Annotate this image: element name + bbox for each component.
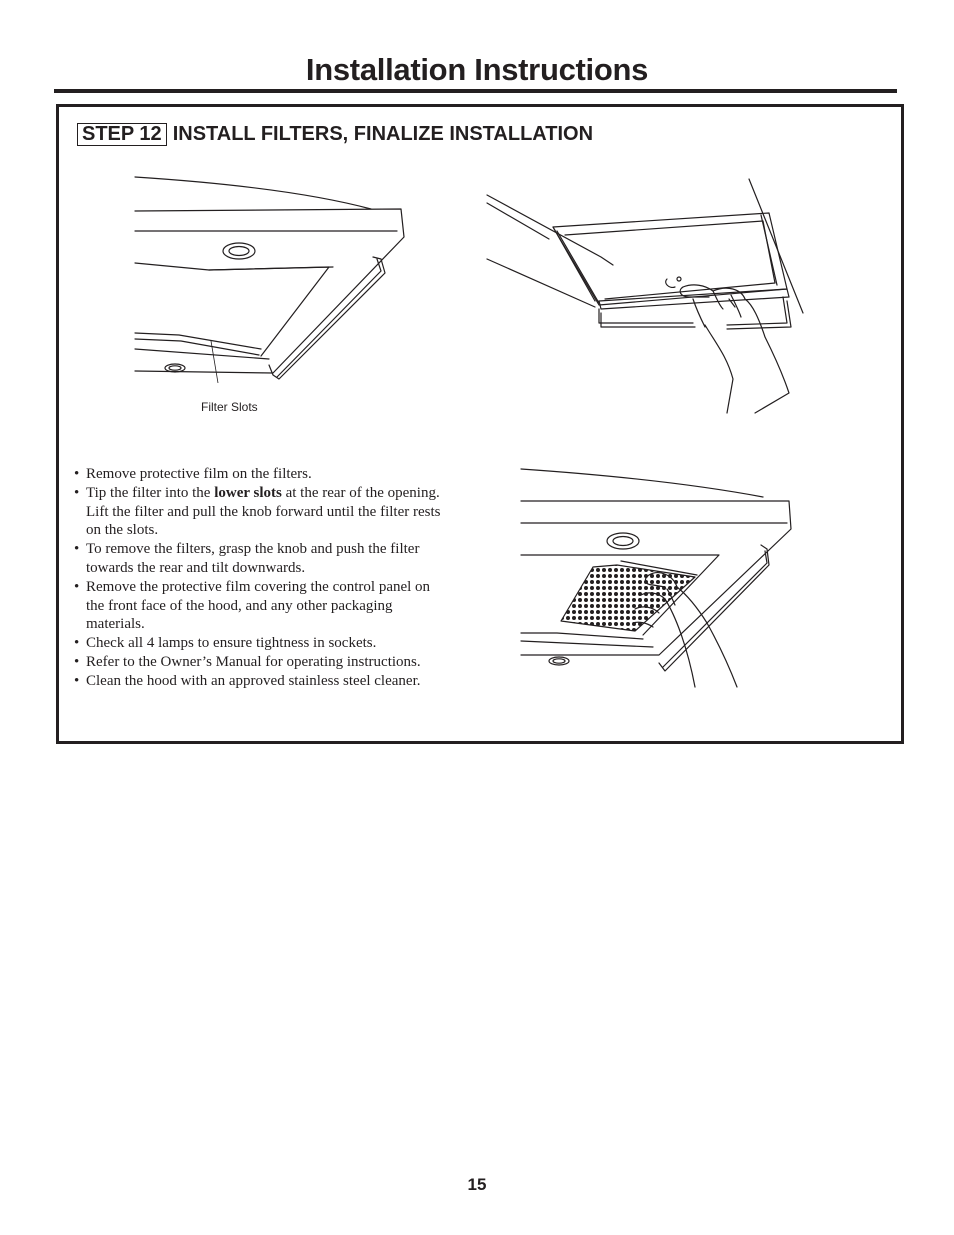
filter-slots-illustration — [129, 173, 419, 383]
instruction-item-5: • Check all 4 lamps to ensure tightness in sockets. — [74, 635, 377, 652]
instruction-item-3: • To remove the filters, grasp the knob and push the filter towards the rear and tilt downwards. — [74, 541, 420, 576]
remove-filter-illustration — [517, 465, 797, 689]
page-title: Installation Instructions — [305, 52, 649, 87]
instruction-item-1: • Remove protective film on the filters. — [74, 466, 312, 482]
step-title: INSTALL FILTERS, FINALIZE INSTALLATION — [172, 123, 594, 145]
step-12-panel — [56, 104, 904, 744]
step-heading — [77, 122, 593, 146]
instruction-item-6: • Refer to the Owner’s Manual for operating instructions. — [74, 653, 421, 670]
page-number: 15 — [467, 1175, 487, 1194]
lower-slots-emphasis: lower slots — [214, 484, 282, 501]
insert-filter-illustration — [483, 175, 813, 415]
title-rule — [54, 89, 897, 93]
instruction-item-7: • Clean the hood with an approved stainless steel cleaner. — [74, 672, 421, 689]
instruction-item-2: • Tip the filter into the lower slots at the rear of the opening. Lift the filter and pull the knob forward until the filter rests on the slots. — [74, 484, 441, 539]
filter-slots-caption: Filter Slots — [201, 400, 258, 414]
step-number-tag: STEP 12 — [77, 123, 167, 146]
instruction-item-4: • Remove the protective film covering the control panel on the front face of the hood, and any other packaging materials. — [74, 578, 431, 633]
instruction-list — [74, 465, 444, 691]
